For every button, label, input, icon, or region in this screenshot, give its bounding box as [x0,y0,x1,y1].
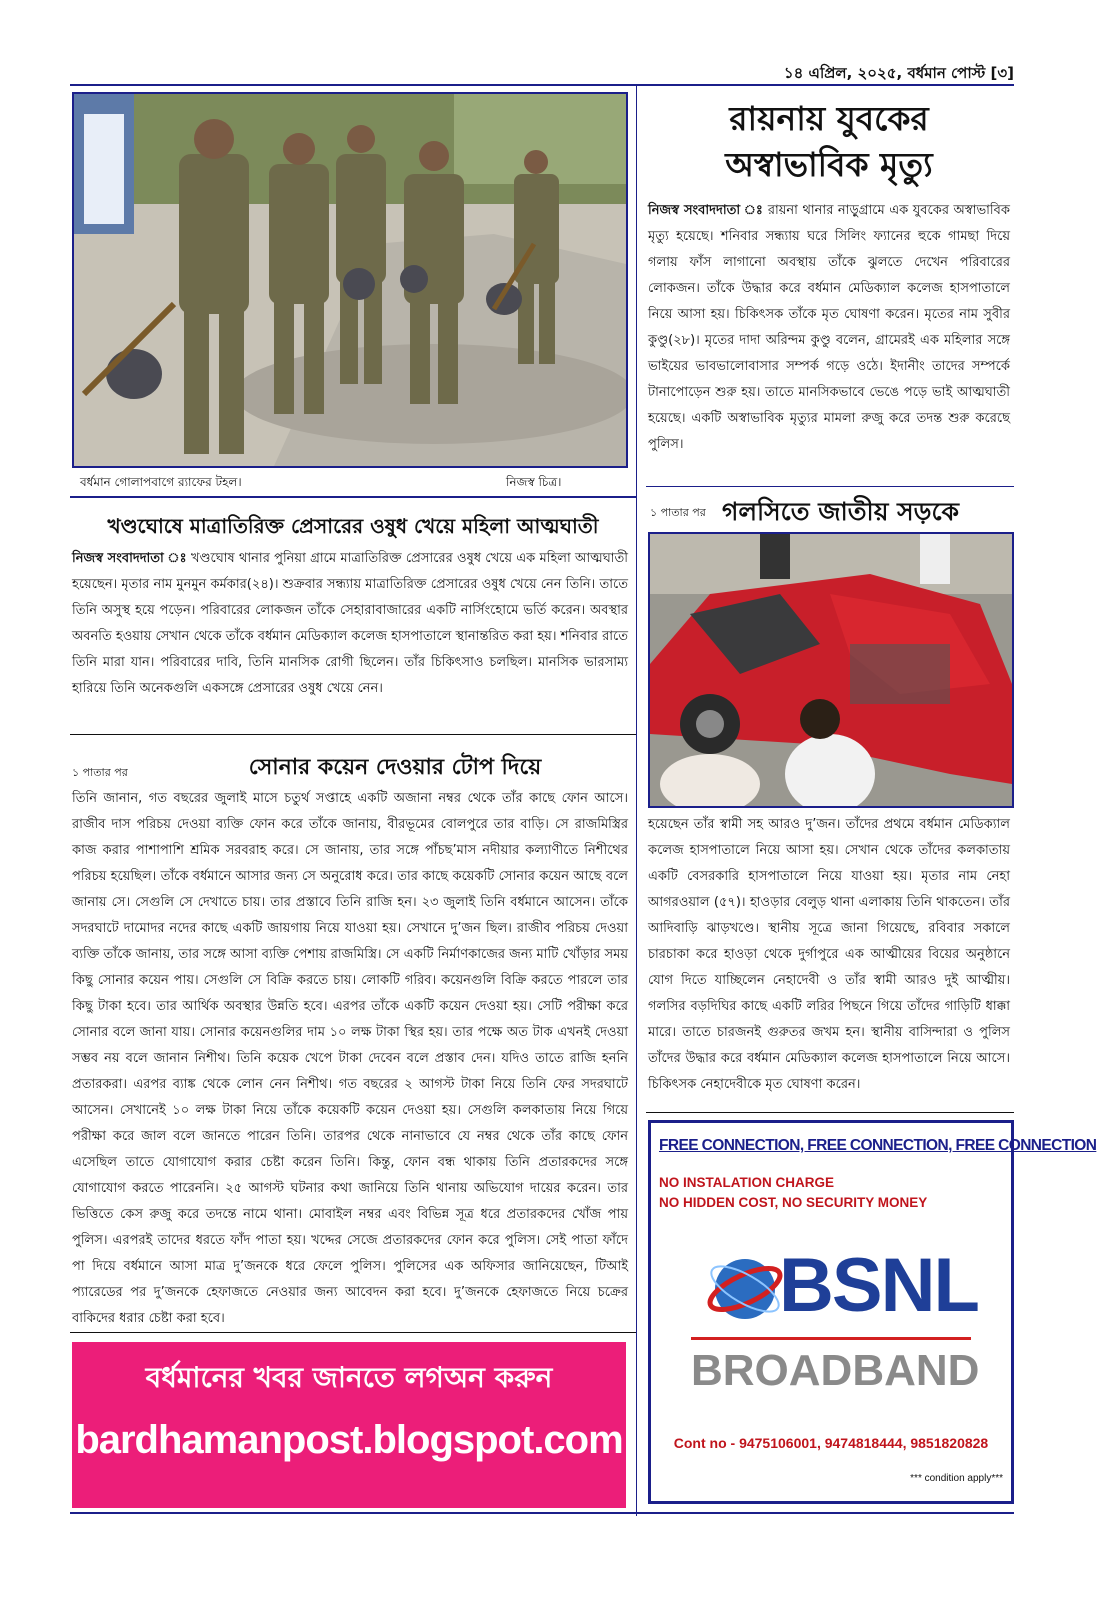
bsnl-red-rule [691,1337,971,1340]
bsnl-brand: BSNL [779,1243,978,1328]
rule-below-photo [70,496,636,498]
bsnl-ad-headline: FREE CONNECTION, FREE CONNECTION, FREE CONNECTION [659,1137,1097,1154]
story1-headline [646,96,1012,188]
story1-body [648,198,1010,458]
footer-rule [70,1512,1014,1514]
raf-patrol-photo [72,92,628,468]
story4-headline: সোনার কয়েন দেওয়ার টোপ দিয়ে [248,755,542,780]
story1-byline: নিজস্ব সংবাদদাতা ঃ [648,203,764,218]
column-divider [636,86,637,1516]
blog-ad-url[interactable]: bardhamanpost.blogspot.com [75,1418,623,1462]
story4-body: তিনি জানান, গত বছরের জুলাই মাসে চতুর্থ সপ্তাহে একটি অজানা নম্বর থেকে তাঁর কাছে ফোন আসে। রাজীব দাস পরিচয় দেওয়া ব্যক্তি ফোন করে তাঁকে জানায়, বীরভূমের বোলপুরে তার বাড়ি। সে রাজমিস্ত্রির কাজ করার পাশাপাশি শ্রমিক সরবরাহ করে। সে জানায়, তার সঙ্গে পাঁচছ’মাস নদীয়ার কল্যাণীতে নিশীথের পরিচয় হয়েছিল। তাঁকে বর্ধমানে আসার জন্য সে অনুরোধ করে। তার কাছে কয়েকটি সোনার কয়েন আছে বলে জানায় সে। সেগুলি সে দেখাতে চায়। তার প্রস্তাবে তিনি রাজি হন। ২৩ জুলাই তিনি বর্ধমানে আসেন। তাঁকে সদরঘাটে দামোদর নদের কাছে একটি জায়গায় নিয়ে যাওয়া হয়। সেখানে দু’জন ছিল। রাজীব পরিচয় দেওয়া ব্যক্তি তাঁকে জানায়, তার সঙ্গে আসা ব্যক্তি পেশায় রাজমিস্ত্রি। সে একটি নির্মাণকাজের জন্য মাটি খোঁড়ার সময় কিছু সোনার কয়েন পায়। সেগুলি সে বিক্রি করতে চায়। লোকটি গরিব। কয়েনগুলি বিক্রি করতে পারলে তার কিছু টাকা হবে। তার আর্থিক অবস্থার উন্নতি হবে। এরপর তাঁকে একটি কয়েন দেওয়া হয়। সেটি পরীক্ষা করে সোনার বলে জানা যায়। সোনার কয়েনগুলির দাম ১০ লক্ষ টাকা স্থির হয়। তার পক্ষে অত টাক এখনই দেওয়া সম্ভব নয় বলে জানান নিশীথ। তিনি কয়েক খেপে টাকা দেবেন বলে প্রস্তাব দেন। যদিও তাতে রাজি হননি প্রতারকরা। এরপর ব্যাঙ্ক থেকে লোন নেন নিশীথ। গত বছরের ২ আগস্ট টাকা নিয়ে তিনি ফের সদরঘাটে আসেন। সেখানেই ১০ লক্ষ টাকা নিয়ে তাঁকে কয়েকটি কয়েন দেওয়া হয়। সেগুলি কলকাতায় নিয়ে গিয়ে পরীক্ষা করে জাল বলে জানতে পারেন তিনি। তারপর থেকে নানাভাবে যে নম্বর থেকে তাঁর কাছে ফোন এসেছিল তাতে যোগাযোগ করার চেষ্টা করেন তিনি। কিন্তু, ফোন বন্ধ থাকায় তিনি প্রতারকদের সঙ্গে যোগাযোগ করতে পারেননি। ২৫ আগস্ট ঘটনার কথা জানিয়ে তিনি থানায় অভিযোগ দায়ের করেন। তার ভিত্তিতে কেস রুজু করে তদন্তে নামে থানা। মোবাইল নম্বর এবং বিভিন্ন সূত্র ধরে প্রতারকদের খোঁজ পায় পুলিস। এরপরই তাদের ধরতে ফাঁদ পাতা হয়। খদ্দের সেজে প্রতারকদের ফোন করে পুলিস। সেই পাতা ফাঁদে পা দিয়ে বর্ধমানে আসা মাত্র দু’জনকে ধরে ফেলে পুলিস। পুলিসের এক অফিসার জানিয়েছেন, টিআই প্যারেডের পর দু’জনকে হেফাজতে নেওয়ার জন্য আবেদন করা হবে। দু’জনকে হেফাজতে নিয়ে চক্রের বাকিদের ধরার চেষ্টা করা হবে। [72,791,628,1326]
story1-headline-line2: অস্বাভাবিক মৃত্যু [725,145,933,184]
story1-text: রায়না থানার নাড়ুগ্রামে এক যুবকের অস্বাভাবিক মৃত্যু হয়েছে। শনিবার সন্ধ্যায় ঘরে সিলিং ফ্যানের হুকে গামছা দিয়ে গলায় ফাঁস লাগানো অবস্থায় তাঁকে ঝুলতে দেখেন পরিবারের লোকজন। তাঁকে উদ্ধার করে বর্ধমান মেডিক্যাল কলেজ হাসপাতালে নিয়ে আসা হয়। চিকিৎসক তাঁকে মৃত ঘোষণা করেন। মৃতের নাম সুবীর কুণ্ডু(২৮)। মৃতের দাদা অরিন্দম কুণ্ডু বলেন, গ্রামেরই এক মহিলার সঙ্গে ভাইয়ের ভাবভালোবাসার সম্পর্ক গড়ে ওঠে। ইদানীং তাদের সম্পর্কে টানাপোড়েন শুরু হয়। তাতে মানসিকভাবে ভেঙে পড়ে ভাই আত্মঘাতী হয়েছে। একটি অস্বাভাবিক মৃত্যুর মামলা রুজু করে তদন্ত শুরু করেছে পুলিস। [648,203,1010,452]
blog-ad-tagline: বর্ধমানের খবর জানতে লগঅন করুন [145,1361,553,1394]
bsnl-contact: Cont no - 9475106001, 9474818444, 9851820828 [673,1435,989,1451]
rule-below-story3 [646,1112,1014,1113]
story4-kicker: ১ পাতার পর [72,766,128,779]
accident-photo [648,532,1014,808]
rule-below-story1 [646,486,1014,487]
story3-body: হয়েছেন তাঁর স্বামী সহ আরও দু’জন। তাঁদের প্রথমে বর্ধমান মেডিক্যাল কলেজ হাসপাতালে নিয়ে আসা হয়। সেখান থেকে তাঁদের কলকাতায় একটি বেসরকারি হাসপাতালে নিয়ে যাওয়া হয়। মৃতার নাম নেহা আগরওয়াল (৫৭)। হাওড়ার বেলুড় থানা এলাকায় তিনি থাকতেন। তাঁর আদিবাড়ি ঝাড়খণ্ডে। স্থানীয় সূত্রে জানা গিয়েছে, রবিবার সকালে চারচাকা করে হাওড়া থেকে দুর্গাপুরে এক আত্মীয়ের বিয়ের অনুষ্ঠানে যোগ দিতে যাচ্ছিলেন নেহাদেবী ও তাঁর স্বামী আরও দুই আত্মীয়। গলসির বড়দিঘির কাছে একটি লরির পিছনে গিয়ে তাঁদের গাড়িটি ধাক্কা মারে। তাতে চারজনই গুরুতর জখম হন। স্থানীয় বাসিন্দারা ও পুলিস তাঁদের উদ্ধার করে বর্ধমান মেডিক্যাল কলেজ হাসপাতালে নিয়ে আসে। চিকিৎসক নেহাদেবীকে মৃত ঘোষণা করেন। [648,817,1010,1092]
bsnl-product: BROADBAND [691,1346,980,1395]
story2-body [72,546,628,702]
blog-ad [72,1342,626,1508]
dateline-text: ১৪ এপ্রিল, ২০২৫, বর্ধমান পোস্ট [783,64,986,82]
page-number: [৩] [990,64,1014,82]
photo-credit: নিজস্ব চিত্র। [506,475,562,489]
bsnl-ad [648,1120,1097,1504]
story2-byline: নিজস্ব সংবাদদাতা ঃ [72,551,187,566]
bsnl-logo-icon [705,1249,785,1329]
bsnl-footnote: *** condition apply*** [910,1473,1003,1484]
story3-headline: গলসিতে জাতীয় সড়কে [722,497,960,526]
accident-car-illustration [650,534,1012,806]
story1-headline-line1: রায়নায় যুবকের [729,99,929,138]
raf-patrol-illustration [74,94,626,466]
story3-kicker: ১ পাতার পর [650,506,706,519]
story2-headline: খণ্ডঘোষে মাত্রাতিরিক্ত প্রেসারের ওষুধ খেয়ে মহিলা আত্মঘাতী [107,514,599,538]
story2-text: খণ্ডঘোষ থানার পুনিয়া গ্রামে মাত্রাতিরিক্ত প্রেসারের ওষুধ খেয়ে এক মহিলা আত্মঘাতী হয়েছেন। মৃতার নাম মুনমুন কর্মকার(২৪)। শুক্রবার সন্ধ্যায় মাত্রাতিরিক্ত প্রেসারের ওষুধ খেয়ে নেন তিনি। তাতে তিনি অসুস্থ হয়ে পড়েন। পরিবারের লোকজন তাঁকে সেহারাবাজারের একটি নার্সিংহোমে ভর্তি করেন। অবস্থার অবনতি হওয়ায় সেখান থেকে তাঁকে বর্ধমান মেডিক্যাল কলেজ হাসপাতালে স্থানান্তরিত করা হয়। শনিবার রাতে তিনি মারা যান। পরিবারের দাবি, তিনি মানসিক রোগী ছিলেন। তাঁর চিকিৎসাও চলছিল। মানসিক ভারসাম্য হারিয়ে তিনি অনেকগুলি একসঙ্গে প্রেসারের ওষুধ খেয়ে নেন। [72,551,628,696]
rule-below-story4 [70,1332,636,1333]
rule-below-story2 [70,734,636,735]
bsnl-ad-line1: NO INSTALATION CHARGE [659,1175,834,1190]
photo-caption: বর্ধমান গোলাপবাগে র‍্যাফের টহল। [80,475,242,489]
bsnl-ad-line2: NO HIDDEN COST, NO SECURITY MONEY [659,1195,928,1210]
header-rule [70,84,1014,86]
